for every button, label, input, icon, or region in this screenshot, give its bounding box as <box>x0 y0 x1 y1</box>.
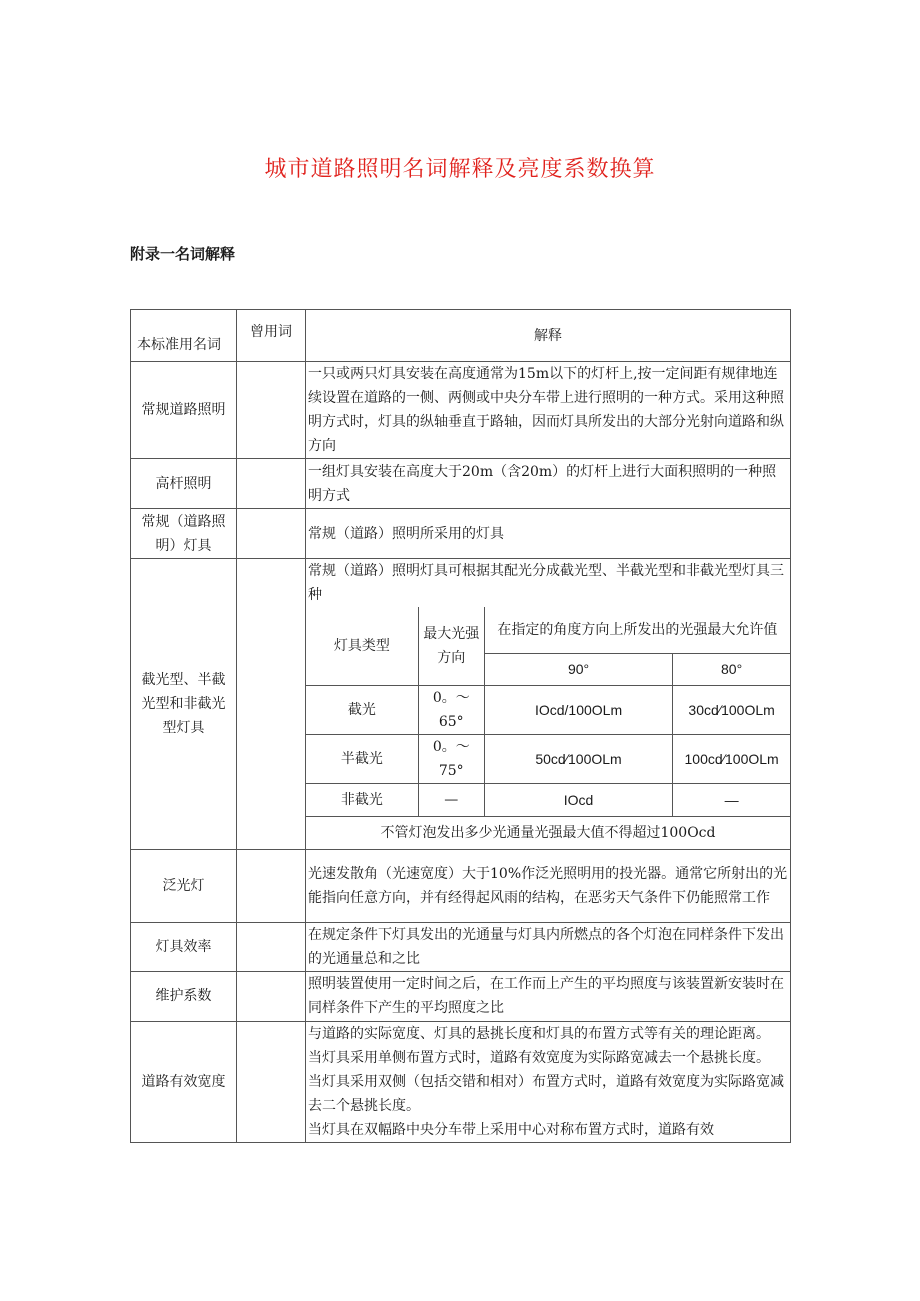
table-row <box>131 971 791 1021</box>
old-term-cell <box>237 849 306 922</box>
inner-row <box>306 685 790 734</box>
inner-header-80: 80° <box>673 653 790 685</box>
table-row <box>131 459 791 509</box>
inner-row <box>306 783 790 816</box>
inner-row <box>306 734 790 783</box>
section-heading: 附录一名词解释 <box>130 245 236 263</box>
glossary-table <box>130 309 791 1143</box>
inner-type: 截光 <box>306 685 418 734</box>
inner-value-90: IOcd <box>484 783 672 816</box>
header-old-term: 曾用词 <box>237 310 306 362</box>
old-term-cell <box>237 971 306 1021</box>
inner-header-angle: 最大光强方向 <box>418 607 484 685</box>
term-cell: 常规（道路照明）灯具 <box>131 509 237 559</box>
definition-cell: 照明装置使用一定时间之后，在工作而上产生的平均照度与该装置新安装时在同样条件下产生的平均照度之比 <box>306 971 791 1021</box>
table-row <box>131 509 791 559</box>
inner-value-80: 30cd∕100OLm <box>673 685 790 734</box>
definition-line: 当灯具采用单侧布置方式时，道路有效宽度为实际路宽减去一个悬挑长度。 <box>308 1049 770 1066</box>
definition-cell: 在规定条件下灯具发出的光通量与灯具内所燃点的各个灯泡在同样条件下发出的光通量总和之比 <box>306 922 791 971</box>
old-term-cell <box>237 922 306 971</box>
inner-header-allowed: 在指定的角度方向上所发出的光强最大允许值 <box>484 607 790 653</box>
definition-cell: 常规（道路）照明所采用的灯具 <box>306 509 791 559</box>
definition-cell <box>306 1021 791 1142</box>
inner-header-90: 90° <box>484 653 672 685</box>
term-cell: 泛光灯 <box>131 849 237 922</box>
table-row <box>131 1021 791 1142</box>
old-term-cell <box>237 362 306 459</box>
inner-value-90: IOcd/100OLm <box>484 685 672 734</box>
old-term-cell <box>237 559 306 850</box>
definition-cell: 光速发散角（光速宽度）大于10%作泛光照明用的投光器。通常它所射出的光能指向任意方向，并有经得起风雨的结构，在恶劣天气条件下仍能照常工作 <box>306 849 791 922</box>
cutoff-note: 不管灯泡发出多少光通量光强最大值不得超过100Ocd <box>380 824 716 841</box>
inner-type: 半截光 <box>306 734 418 783</box>
cutoff-table <box>306 607 790 817</box>
table-row <box>131 559 791 850</box>
table-row <box>131 362 791 459</box>
old-term-cell <box>237 509 306 559</box>
header-term: 本标准用名词 <box>131 310 237 362</box>
definition-cell: 一只或两只灯具安装在高度通常为15m以下的灯杆上,按一定间距有规律地连续设置在道路的一侧、两侧或中央分车带上进行照明的一种方式。采用这种照明方式时，灯具的纵轴垂直于路轴，因而灯具所发出的大部分光射向道路和纵方向 <box>306 362 791 459</box>
inner-type: 非截光 <box>306 783 418 816</box>
old-term-cell <box>237 1021 306 1142</box>
definition-cell: 一组灯具安装在高度大于20m（含20m）的灯杆上进行大面积照明的一种照明方式 <box>306 459 791 509</box>
table-row <box>131 849 791 922</box>
term-cell: 常规道路照明 <box>131 362 237 459</box>
inner-value-80: 100cd∕100OLm <box>673 734 790 783</box>
inner-value-80: — <box>673 783 790 816</box>
header-definition: 解释 <box>306 310 791 362</box>
inner-angle: — <box>418 783 484 816</box>
term-cell: 维护系数 <box>131 971 237 1021</box>
table-row <box>131 922 791 971</box>
definition-line: 与道路的实际宽度、灯具的悬挑长度和灯具的布置方式等有关的理论距离。 <box>308 1025 770 1042</box>
term-cell: 截光型、半截光型和非截光型灯具 <box>131 559 237 850</box>
definition-line: 当灯具在双幅路中央分车带上采用中心对称布置方式时，道路有效 <box>308 1121 714 1138</box>
inner-angle: 0。～65° <box>418 685 484 734</box>
table-header-row <box>131 310 791 362</box>
term-cell: 灯具效率 <box>131 922 237 971</box>
old-term-cell <box>237 459 306 509</box>
document-title: 城市道路照明名词解释及亮度系数换算 <box>264 157 656 182</box>
term-cell: 高杆照明 <box>131 459 237 509</box>
term-cell: 道路有效宽度 <box>131 1021 237 1142</box>
inner-angle: 0。～75° <box>418 734 484 783</box>
definition-text: 常规（道路）照明灯具可根据其配光分成截光型、半截光型和非截光型灯具三种 <box>308 563 784 603</box>
definition-line: 当灯具采用双侧（包括交错和相对）布置方式时，道路有效宽度为实际路宽减去二个悬挑长度。 <box>308 1073 784 1114</box>
definition-cell <box>306 559 791 850</box>
inner-value-90: 50cd∕100OLm <box>484 734 672 783</box>
inner-header-type: 灯具类型 <box>306 607 418 685</box>
